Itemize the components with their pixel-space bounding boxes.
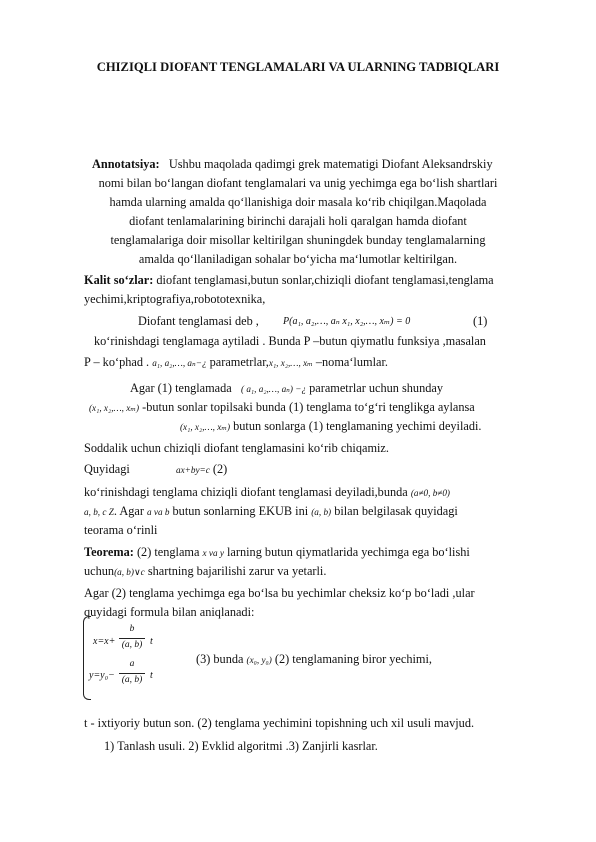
math-unknowns: x₁, x₂,…, xₘ: [268, 358, 313, 368]
paragraph: ko‘rinishdagi tenglamaga aytiladi . Bunda P –butun qiymatlu funksiya ,masalan: [94, 334, 486, 348]
text: (2) tenglama: [133, 545, 203, 559]
text: . Agar: [113, 504, 147, 518]
abstract-line: nomi bilan bo‘langan diofant tenglamalari va unig yechimga ega bo‘lish shartlari: [98, 176, 498, 190]
text: -butun sonlar topilsaki bunda (1) tenglama to‘g‘ri tenglikga aylansa: [142, 400, 475, 414]
paragraph-line: [180, 419, 482, 435]
fraction-numerator: a: [129, 659, 135, 669]
text: bilan belgilasak quyidagi: [331, 504, 458, 518]
variable-t: t: [150, 670, 153, 681]
text: parametrlar,: [209, 355, 269, 369]
math-tuple: (x₁, x₂,…, xₘ): [180, 422, 231, 432]
fraction-numerator: b: [129, 624, 135, 634]
text: shartning bajarilishi zarur va yetarli.: [144, 564, 327, 578]
equation-1-number: (1): [473, 314, 488, 328]
paragraph-line: [84, 485, 450, 501]
equation-1-formula: P(a₁, a₂,…, aₙ x₁, x₂,…, xₘ) = 0: [283, 316, 411, 327]
keywords-line-2: yechimi,kriptografiya,robototexnika,: [84, 292, 266, 306]
math-condition: (a, b)∨c: [114, 567, 145, 577]
math-vars: x va y: [202, 548, 224, 558]
paragraph: Agar (2) tenglama yechimga ega bo‘lsa bu yechimlar cheksiz ko‘p bo‘ladi ,ular: [84, 586, 475, 600]
abstract-line: hamda ularning amalda qo‘llanishiga doir masala ko‘rib chiqilgan.Maqolada: [109, 195, 487, 209]
theorem-line: [84, 545, 470, 561]
text: Agar (1) tenglamada: [130, 381, 232, 395]
text: –noma‘lumlar.: [312, 355, 388, 369]
fraction-denominator: (a, b): [121, 640, 143, 650]
system-row-1: x=x+: [93, 636, 116, 647]
system-brace: [83, 616, 91, 700]
system-row-2: y=y₀−: [89, 670, 115, 681]
text: ko‘rinishdagi tenglama chiziqli diofant tenglamasi deyiladi,bunda: [84, 485, 408, 499]
text: Quyidagi: [84, 462, 130, 476]
paragraph-line: [89, 400, 475, 416]
equation-1-intro: Diofant tenglamasi deb ,: [138, 314, 259, 328]
abstract-line: tenglamalariga doir misollar keltirilgan shuningdek bunday tenglamalarning: [110, 233, 486, 247]
math-set: a, b, c Z: [84, 507, 114, 517]
fraction-denominator: (a, b): [121, 675, 143, 685]
keywords-label: Kalit so‘zlar:: [84, 273, 154, 287]
abstract-line: amalda qo‘llaniladigan sohalar bo‘yicha ma‘lumotlar keltirilgan.: [138, 252, 458, 266]
paragraph-line: [84, 564, 326, 580]
paragraph-line: [84, 504, 458, 520]
text: parametrlar uchun shunday: [309, 381, 443, 395]
paragraph-line: [130, 381, 443, 397]
abstract-first-line: [92, 157, 493, 172]
paragraph-line: [84, 462, 130, 477]
text: butun sonlarga (1) tenglamaning yechimi deyiladi.: [233, 419, 482, 433]
text: (2) tenglamaning biror yechimi,: [271, 652, 432, 666]
math-parameters: ( a₁, a₂,…, aₙ) −¿: [240, 384, 307, 394]
text: larning butun qiymatlarida yechimga ega bo‘lishi: [223, 545, 470, 559]
paragraph: Soddalik uchun chiziqli diofant tenglamasini ko‘rib chiqamiz.: [84, 441, 389, 455]
theorem-label: Teorema:: [84, 545, 134, 559]
paragraph: teorama o‘rinli: [84, 523, 158, 537]
math-parameters: a₁, a₂,…, aₙ−¿: [152, 358, 207, 368]
text: butun sonlarning EKUB ini: [169, 504, 312, 518]
fraction-bar: [119, 638, 145, 639]
text: uchun: [84, 564, 115, 578]
keywords-line: [84, 273, 494, 288]
fraction-bar: [119, 673, 145, 674]
paper-title: CHIZIQLI DIOFANT TENGLAMALARI VA ULARNING TADBIQLARI: [96, 60, 500, 74]
equation-2: [176, 462, 227, 478]
equation-number: (2): [209, 462, 228, 476]
abstract-label: Annotatsiya:: [92, 157, 160, 171]
math-tuple: (x₁, x₂,…, xₘ): [89, 403, 140, 413]
abstract-line: diofant tenlamalarining birinchi darajali holi qaralgan hamda diofant: [129, 214, 467, 228]
keywords-text: diofant tenglamasi,butun sonlar,chiziqli diofant tenglamasi,tenglama: [153, 273, 494, 287]
text: (3) bunda: [196, 652, 244, 666]
paragraph: t - ixtiyoriy butun son. (2) tenglama yechimini topishning uch xil usuli mavjud.: [84, 716, 475, 730]
abstract-text: Ushbu maqolada qadimgi grek matematigi Diofant Aleksandrskiy: [168, 157, 493, 171]
math-equation: ax+by=c: [176, 465, 210, 475]
system-note: [196, 652, 432, 668]
text: P – ko‘phad .: [84, 355, 150, 369]
math-condition: (a≠0, b≠0): [410, 488, 450, 498]
paragraph: quyidagi formula bilan aniqlanadi:: [84, 605, 255, 619]
math-gcd: (a, b): [311, 507, 332, 517]
paragraph-line: [84, 355, 388, 371]
math-vars: a va b: [147, 507, 170, 517]
math-pair: (x₀, y₀): [246, 655, 272, 665]
methods-list: 1) Tanlash usuli. 2) Evklid algoritmi .3) Zanjirli kasrlar.: [104, 739, 378, 753]
variable-t: t: [150, 636, 153, 647]
